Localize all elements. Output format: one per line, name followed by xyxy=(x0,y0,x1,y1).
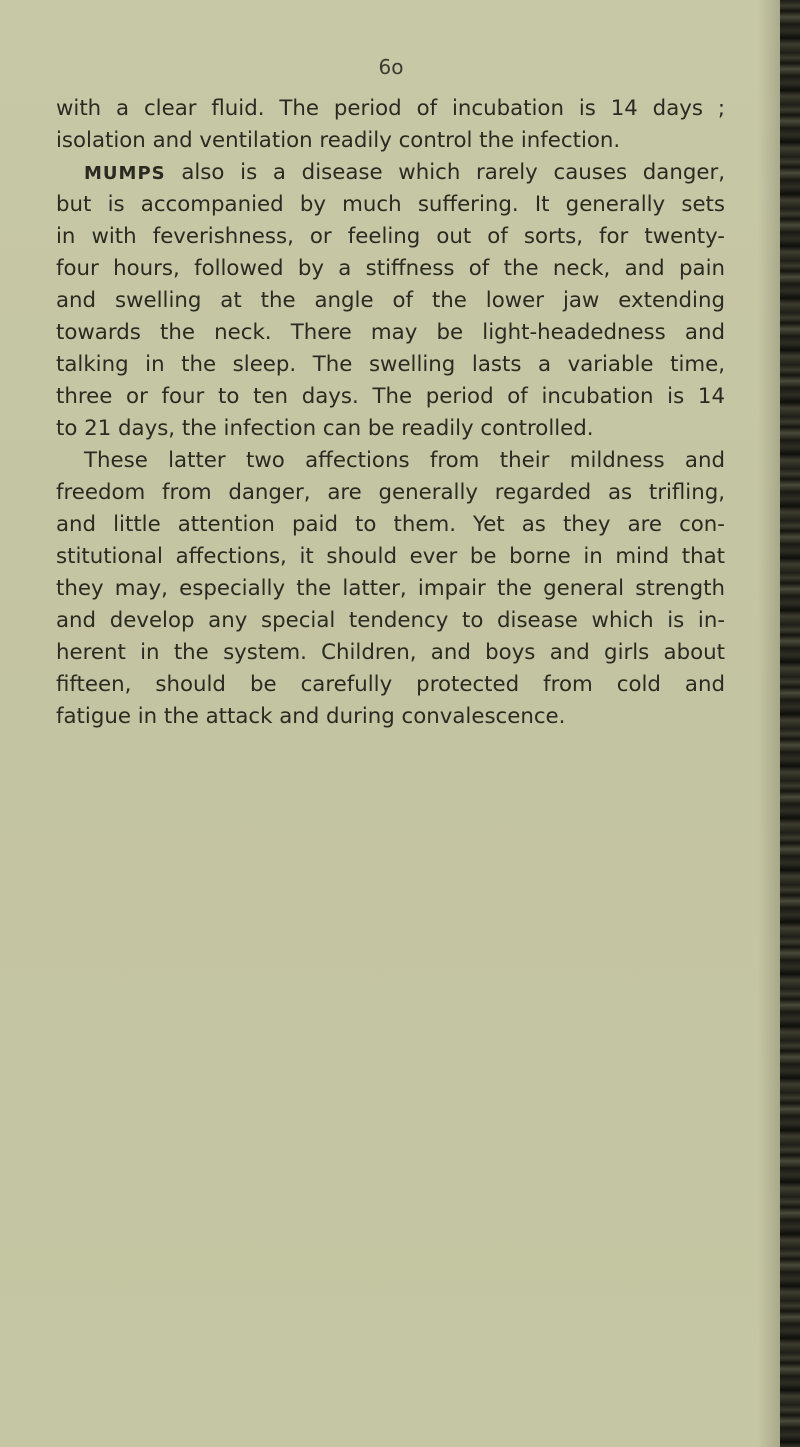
text-line: talking in the sleep. The swelling lasts a variable time, xyxy=(56,352,725,377)
text-line: freedom from danger, are generally regarded as trifling, xyxy=(56,480,725,505)
text-line: they may, especially the latter, impair the general strength xyxy=(56,576,725,601)
text-line: and develop any special tendency to disease which is in- xyxy=(56,608,725,633)
text-line: and little attention paid to them. Yet as they are con- xyxy=(56,512,725,537)
text-line-rest: also is a disease which rarely causes danger, xyxy=(181,160,725,185)
binding-shadow xyxy=(758,0,780,1447)
text-line: but is accompanied by much suffering. It generally sets xyxy=(56,192,725,217)
text-line: with a clear fluid. The period of incubation is 14 days ; xyxy=(56,96,725,121)
text-line: These latter two affections from their mildness and xyxy=(84,448,725,473)
text-line: isolation and ventilation readily control the infection. xyxy=(56,128,621,153)
text-line: stitutional affections, it should ever be borne in mind that xyxy=(56,544,725,569)
text-line: towards the neck. There may be light-headedness and xyxy=(56,320,725,345)
section-heading-word: MUMPS xyxy=(84,163,166,184)
binding-edge xyxy=(780,0,800,1447)
text-line: three or four to ten days. The period of incubation is 14 xyxy=(56,384,725,409)
text-line: four hours, followed by a stiffness of the neck, and pain xyxy=(56,256,725,281)
text-line: in with feverishness, or feeling out of sorts, for twenty- xyxy=(56,224,725,249)
text-line: and swelling at the angle of the lower jaw extending xyxy=(56,288,725,313)
page-number: 6o xyxy=(378,55,404,79)
text-line: fifteen, should be carefully protected from cold and xyxy=(56,672,725,697)
text-line xyxy=(56,157,725,189)
body-text xyxy=(56,93,725,733)
text-line: fatigue in the attack and during convalescence. xyxy=(56,704,566,729)
text-line: herent in the system. Children, and boys and girls about xyxy=(56,640,725,665)
text-line: to 21 days, the infection can be readily controlled. xyxy=(56,416,594,441)
